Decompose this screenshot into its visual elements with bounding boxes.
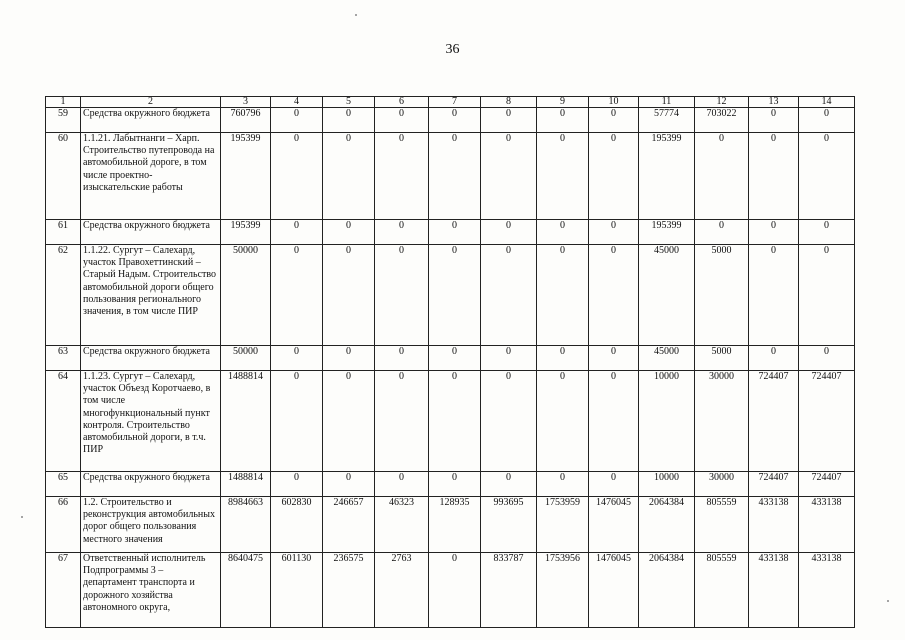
value-cell: 724407: [799, 371, 855, 472]
value-cell: 0: [429, 553, 481, 628]
table-row: [46, 133, 855, 220]
value-cell: 805559: [695, 497, 749, 553]
table-row: [46, 346, 855, 371]
value-cell: 0: [589, 108, 639, 133]
column-header: 1: [46, 97, 81, 108]
value-cell: 0: [799, 108, 855, 133]
value-cell: 0: [323, 245, 375, 346]
value-cell: 0: [429, 346, 481, 371]
value-cell: 0: [589, 245, 639, 346]
total-cell: 760796: [221, 108, 271, 133]
value-cell: 433138: [799, 497, 855, 553]
table-row: [46, 108, 855, 133]
total-cell: 195399: [221, 220, 271, 245]
value-cell: 1476045: [589, 497, 639, 553]
value-cell: 0: [749, 245, 799, 346]
value-cell: 2763: [375, 553, 429, 628]
row-title: 1.2. Строительство и реконструкция автомобильных дорог общего пользования местного значения: [81, 497, 221, 553]
total-cell: 195399: [221, 133, 271, 220]
row-title: 1.1.21. Лабытнанги – Харп. Строительство путепровода на автомобильной дороге, в том числе проектно-изыскательские работы: [81, 133, 221, 220]
table-row: [46, 245, 855, 346]
column-header: 14: [799, 97, 855, 108]
budget-table: [45, 96, 855, 628]
value-cell: 0: [481, 346, 537, 371]
total-cell: 8640475: [221, 553, 271, 628]
value-cell: 0: [537, 346, 589, 371]
column-header: 8: [481, 97, 537, 108]
value-cell: 433138: [749, 497, 799, 553]
value-cell: 246657: [323, 497, 375, 553]
row-number: 61: [46, 220, 81, 245]
value-cell: 57774: [639, 108, 695, 133]
page-number: 36: [445, 42, 460, 57]
value-cell: 0: [537, 133, 589, 220]
value-cell: 724407: [749, 472, 799, 497]
value-cell: 0: [323, 133, 375, 220]
value-cell: 45000: [639, 245, 695, 346]
table-row: [46, 472, 855, 497]
value-cell: 0: [749, 108, 799, 133]
table-header-row: [46, 97, 855, 108]
value-cell: 0: [589, 346, 639, 371]
value-cell: 30000: [695, 472, 749, 497]
value-cell: 0: [537, 245, 589, 346]
row-title: Ответственный исполнитель Подпрограммы 3 – департамент транспорта и дорожного хозяйства автономного округа,: [81, 553, 221, 628]
value-cell: 0: [429, 220, 481, 245]
column-header: 13: [749, 97, 799, 108]
table-row: [46, 497, 855, 553]
column-header: 6: [375, 97, 429, 108]
value-cell: 0: [481, 220, 537, 245]
value-cell: 0: [271, 133, 323, 220]
value-cell: 0: [537, 108, 589, 133]
total-cell: 50000: [221, 245, 271, 346]
column-header: 11: [639, 97, 695, 108]
value-cell: 0: [271, 108, 323, 133]
row-title: Средства окружного бюджета: [81, 220, 221, 245]
value-cell: 0: [749, 133, 799, 220]
value-cell: 30000: [695, 371, 749, 472]
row-number: 63: [46, 346, 81, 371]
value-cell: 0: [429, 108, 481, 133]
value-cell: 0: [429, 133, 481, 220]
value-cell: 45000: [639, 346, 695, 371]
value-cell: 0: [375, 472, 429, 497]
row-number: 59: [46, 108, 81, 133]
value-cell: 601130: [271, 553, 323, 628]
row-number: 66: [46, 497, 81, 553]
table-row: [46, 220, 855, 245]
value-cell: 0: [537, 472, 589, 497]
value-cell: 724407: [749, 371, 799, 472]
column-header: 9: [537, 97, 589, 108]
scan-speck: [21, 516, 23, 518]
value-cell: 0: [589, 220, 639, 245]
value-cell: 128935: [429, 497, 481, 553]
row-number: 62: [46, 245, 81, 346]
table-row: [46, 553, 855, 628]
value-cell: 0: [429, 472, 481, 497]
value-cell: 433138: [799, 553, 855, 628]
value-cell: 0: [481, 472, 537, 497]
value-cell: 236575: [323, 553, 375, 628]
value-cell: 5000: [695, 346, 749, 371]
row-number: 65: [46, 472, 81, 497]
value-cell: 0: [589, 133, 639, 220]
value-cell: 0: [695, 133, 749, 220]
value-cell: 703022: [695, 108, 749, 133]
value-cell: 0: [481, 371, 537, 472]
scan-speck: [355, 14, 357, 16]
column-header: 7: [429, 97, 481, 108]
column-header: 2: [81, 97, 221, 108]
value-cell: 0: [375, 371, 429, 472]
value-cell: 0: [799, 220, 855, 245]
total-cell: 8984663: [221, 497, 271, 553]
value-cell: 724407: [799, 472, 855, 497]
value-cell: 0: [375, 220, 429, 245]
row-number: 67: [46, 553, 81, 628]
row-title: Средства окружного бюджета: [81, 472, 221, 497]
row-title: 1.1.23. Сургут – Салехард, участок Объезд Коротчаево, в том числе многофункциональный пункт контроля. Строительство автомобильной дороги, в т.ч. ПИР: [81, 371, 221, 472]
value-cell: 0: [375, 245, 429, 346]
total-cell: 1488814: [221, 371, 271, 472]
value-cell: 0: [323, 220, 375, 245]
table-row: [46, 371, 855, 472]
column-header: 12: [695, 97, 749, 108]
value-cell: 602830: [271, 497, 323, 553]
value-cell: 0: [589, 371, 639, 472]
row-number: 64: [46, 371, 81, 472]
value-cell: 5000: [695, 245, 749, 346]
value-cell: 0: [481, 245, 537, 346]
value-cell: 833787: [481, 553, 537, 628]
value-cell: 0: [481, 133, 537, 220]
scan-speck: [887, 600, 889, 602]
value-cell: 195399: [639, 133, 695, 220]
total-cell: 50000: [221, 346, 271, 371]
value-cell: 805559: [695, 553, 749, 628]
value-cell: 0: [749, 346, 799, 371]
value-cell: 2064384: [639, 553, 695, 628]
column-header: 5: [323, 97, 375, 108]
value-cell: 0: [481, 108, 537, 133]
value-cell: 433138: [749, 553, 799, 628]
value-cell: 0: [537, 371, 589, 472]
total-cell: 1488814: [221, 472, 271, 497]
value-cell: 0: [375, 108, 429, 133]
value-cell: 195399: [639, 220, 695, 245]
column-header: 4: [271, 97, 323, 108]
value-cell: 0: [429, 371, 481, 472]
value-cell: 0: [749, 220, 799, 245]
value-cell: 0: [271, 245, 323, 346]
row-title: 1.1.22. Сургут – Салехард, участок Правохеттинский – Старый Надым. Строительство автомобильной дороги общего пользования регионального значения, в том числе ПИР: [81, 245, 221, 346]
value-cell: 0: [323, 371, 375, 472]
value-cell: 46323: [375, 497, 429, 553]
column-header: 10: [589, 97, 639, 108]
value-cell: 0: [799, 245, 855, 346]
value-cell: 0: [375, 133, 429, 220]
value-cell: 0: [271, 371, 323, 472]
value-cell: 1753959: [537, 497, 589, 553]
value-cell: 1753956: [537, 553, 589, 628]
value-cell: 10000: [639, 371, 695, 472]
row-number: 60: [46, 133, 81, 220]
value-cell: 2064384: [639, 497, 695, 553]
value-cell: 0: [271, 472, 323, 497]
value-cell: 993695: [481, 497, 537, 553]
value-cell: 0: [323, 346, 375, 371]
value-cell: 0: [429, 245, 481, 346]
value-cell: 0: [589, 472, 639, 497]
value-cell: 0: [323, 108, 375, 133]
row-title: Средства окружного бюджета: [81, 108, 221, 133]
value-cell: 0: [799, 346, 855, 371]
value-cell: 0: [271, 220, 323, 245]
value-cell: 0: [537, 220, 589, 245]
value-cell: 0: [799, 133, 855, 220]
column-header: 3: [221, 97, 271, 108]
value-cell: 10000: [639, 472, 695, 497]
value-cell: 0: [271, 346, 323, 371]
value-cell: 0: [375, 346, 429, 371]
row-title: Средства окружного бюджета: [81, 346, 221, 371]
value-cell: 0: [695, 220, 749, 245]
value-cell: 0: [323, 472, 375, 497]
value-cell: 1476045: [589, 553, 639, 628]
